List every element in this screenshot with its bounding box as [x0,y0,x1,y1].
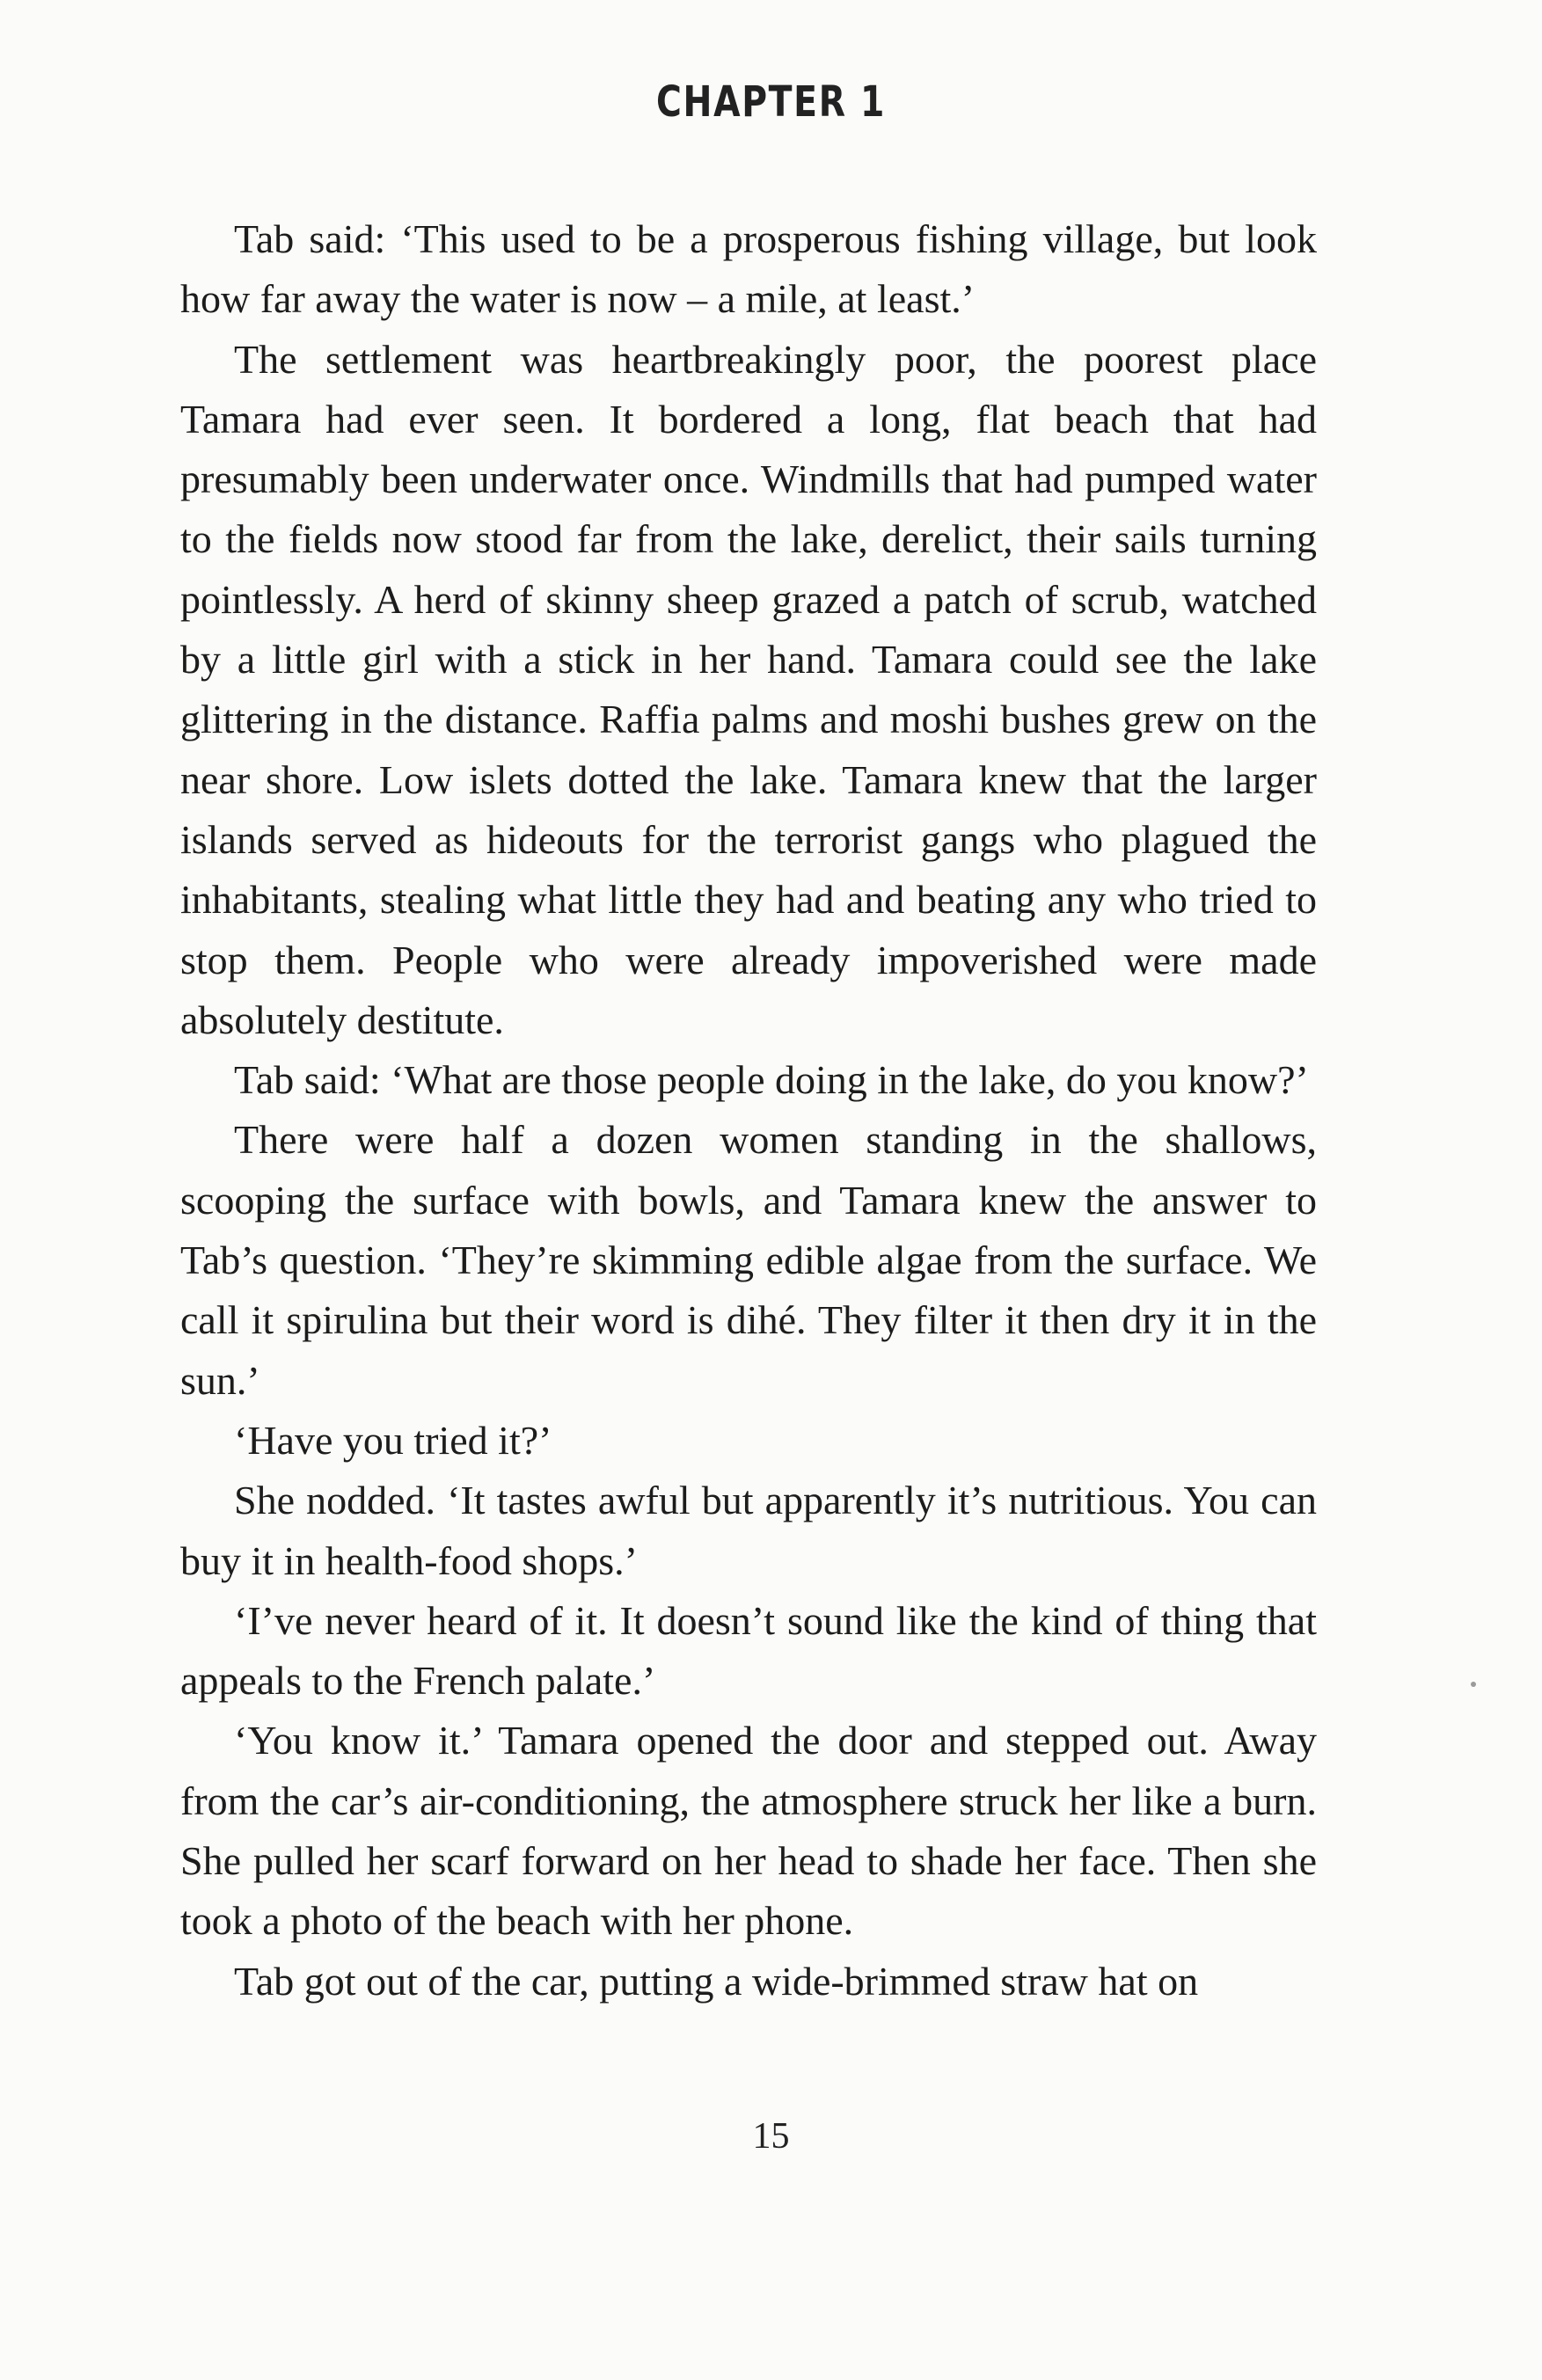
paragraph: There were half a dozen women standing in the shallows, scooping the surface with bowls, and Tamara knew the answer to Tab’s question. ‘They’re skimming edible algae from the surface. We call it spirulina but their word is dihé. They filter it then dry it in the sun.’ [180,1117,1317,1403]
chapter-body [180,209,1317,2011]
paragraph: ‘I’ve never heard of it. It doesn’t sound like the kind of thing that appeals to the French palate.’ [180,1597,1317,1704]
paragraph: Tab got out of the car, putting a wide-brimmed straw hat on [234,1958,1199,2004]
page-number: 15 [752,2116,790,2157]
paragraph: The settlement was heartbreakingly poor, the poorest place Tamara had ever seen. It bordered a long, flat beach that had presumably been underwater once. Windmills that had pumped water to the fields now stood far from the lake, derelict, their sails turning pointlessly. A herd of skinny sheep grazed a patch of scrub, watched by a little girl with a stick in her hand. Tamara could see the lake glittering in the distance. Raffia palms and moshi bushes grew on the near shore. Low islets dotted the lake. Tamara knew that the larger islands served as hideouts for the terrorist gangs who plagued the inhabitants, stealing what little they had and beating any who tried to stop them. People who were already impoverished were made absolutely destitute. [180,336,1317,1042]
scan-speck [1471,1682,1476,1687]
paragraph: She nodded. ‘It tastes awful but apparently it’s nutritious. You can buy it in health-food shops.’ [180,1478,1317,1583]
paragraph: Tab said: ‘What are those people doing in the lake, do you know?’ [234,1057,1309,1103]
paragraph: ‘Have you tried it?’ [234,1417,552,1463]
chapter-heading: CHAPTER 1 [655,77,887,127]
paragraph: ‘You know it.’ Tamara opened the door and stepped out. Away from the car’s air-conditioning, the atmosphere struck her like a burn. She pulled her scarf forward on her head to shade her face. Then she took a photo of the beach with her phone. [180,1718,1317,1944]
paragraph: Tab said: ‘This used to be a prosperous fishing village, but look how far away the water is now – a mile, at least.’ [180,216,1317,322]
